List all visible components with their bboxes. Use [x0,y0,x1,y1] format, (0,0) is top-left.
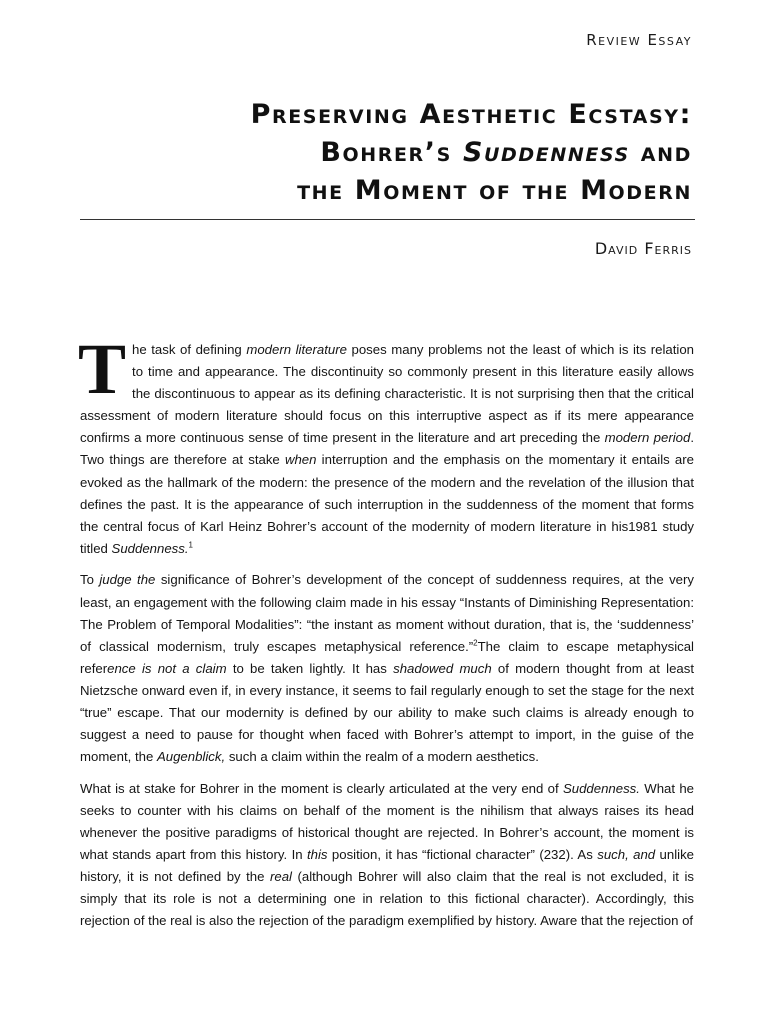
p2-text-5: ence is not a claim [107,660,227,676]
footnote-ref-1: 1 [188,540,193,550]
p1-text-2: modern literature [246,342,347,357]
p3-text-7: unlike history, it is not defined by the [80,847,694,885]
title-line-2-part-c: and [629,137,692,168]
p1-text-8: Suddenness. [111,540,189,556]
title-line-1: Preserving Aesthetic Ecstasy: [250,99,692,130]
paragraph-2 [80,569,694,768]
p1-text-7: interruption and the emphasis on the momentary it entails are evoked as the hallmark of the modern: the presence of the modern and the revelation of the illusion that defines the past. It is the appearance of such interruption in the suddenness of the moment that forms the central focus of Karl Heinz Bohrer’s account of the modernity of modern literature in his1981 study titled [80,452,694,556]
p2-text-6: to be taken lightly. It has [226,660,394,676]
title-line-2-part-a: Bohrer’s [320,137,463,168]
p2-text-4: The claim to escape metaphysical refer [80,638,694,676]
p3-text-1: What is at stake for Bohrer in the moment is clearly articulated at the very end of [80,780,563,796]
p3-text-9: (although Bohrer will also claim that the real is not excluded, it is simply that its role is not a determining one in relation to this fictional character). Accordingly, this rejection of the real is also the rejection of the paradigm exemplified by history. Aware that the rejection of [80,869,694,929]
p2-text-3: significance of Bohrer’s development of the concept of suddenness requires, at the very least, an engagement with the following claim made in his essay “Instants of Diminishing Representation: The Problem of Temporal Modalities”: “the instant as moment without duration, that is, the ‘suddenness’ of classical modernism, truly escapes metaphysical reference.” [80,572,694,654]
drop-cap: T [78,329,127,409]
p3-text-8: real [269,869,292,885]
p2-text-8: of modern thought from at least Nietzsche onward even if, in every instance, it seems to fail regularly enough to set the stage for the next “true” escape. That our modernity is defined by our ability to make such claims is already enough to suggest a need to pause for thought when faced with Bohrer’s attempt to import, in the guise of the moment, the [80,660,694,765]
p1-text-6: when [284,452,317,468]
title-line-3: the Moment of the Modern [297,175,692,206]
p2-text-9: Augenblick, [156,749,226,765]
title-line-2 [52,134,692,172]
paragraph-1 [78,329,695,560]
p1-text-4: modern period [604,430,691,446]
p3-text-4: this [306,847,328,863]
p3-text-6: such, and [597,847,656,863]
section-label: Review Essay [586,31,692,49]
p3-text-5: position, it has “fictional character” (232). As [327,847,598,863]
p1-text-5: . Two things are therefore at stake [80,430,694,468]
title-divider [80,219,695,220]
paragraph-3 [80,778,694,933]
p2-text-1: To [80,572,100,588]
p1-text-3: poses many problems not the least of which is its relation to time and appearance. The discontinuity so commonly present in this literature easily allows the discontinuous to appear as its defining characteristic. It is not surprising then that the critical assessment of modern literature should focus on this interruptive aspect as if its mere appearance confirms a more continuous sense of time present in the literature and art preceding the [80,342,695,446]
p3-text-2: Suddenness. [562,780,640,796]
p2-text-7: shadowed much [393,660,492,676]
article-title [52,96,692,210]
article-body [78,329,695,942]
author-name: David Ferris [594,239,692,258]
footnote-ref-2: 2 [473,638,478,648]
p2-text-10: such a claim within the realm of a modern aesthetics. [225,749,539,765]
p3-text-3: What he seeks to counter with his claims on behalf of the moment is the nihilism that always raises its head whenever the positive paradigms of historical thought are rejected. In Bohrer’s account, the moment is what stands apart from this history. In [80,780,694,863]
p1-text-1: he task of defining [132,342,247,357]
p2-text-2: judge the [99,572,156,588]
title-line-2-book-title: Suddenness [462,137,630,168]
